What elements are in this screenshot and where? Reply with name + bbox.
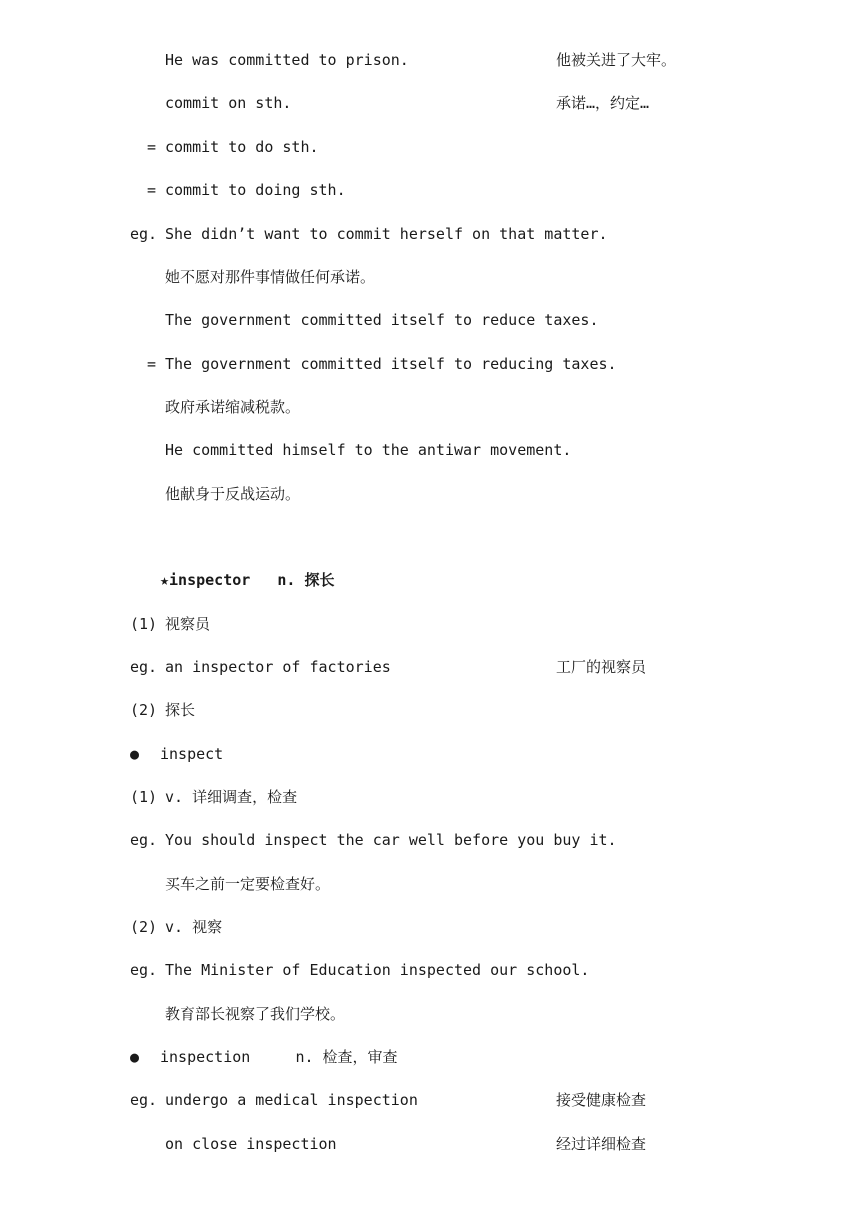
text-line <box>0 612 860 636</box>
phrase: commit to doing sth. <box>165 181 346 199</box>
subentry-word: inspection n. 检查，审查 <box>160 1048 398 1066</box>
bullet-icon: ● <box>130 745 140 763</box>
equals-sign: = <box>147 355 157 373</box>
sense-definition: v. 详细调查，检查 <box>165 788 298 806</box>
english-example: The Minister of Education inspected our school. <box>165 961 590 979</box>
text-line <box>0 1132 860 1156</box>
chinese-translation: 教育部长视察了我们学校。 <box>165 1005 346 1023</box>
text-line <box>0 915 860 939</box>
text-line <box>0 785 860 809</box>
english-example: The government committed itself to reducing taxes. <box>165 355 617 373</box>
english-example: He was committed to prison. <box>165 51 409 69</box>
equals-sign: = <box>147 138 157 156</box>
english-example: You should inspect the car well before you buy it. <box>165 831 617 849</box>
sense-definition: 探长 <box>165 701 196 719</box>
text-line <box>0 742 860 766</box>
chinese-translation: 政府承诺缩减税款。 <box>165 398 301 416</box>
chinese-translation: 她不愿对那件事情做任何承诺。 <box>165 268 376 286</box>
chinese-translation: 买车之前一定要检查好。 <box>165 875 331 893</box>
equals-sign: = <box>147 181 157 199</box>
text-line <box>0 91 860 115</box>
english-example: an inspector of factories <box>165 658 391 676</box>
text-line <box>0 1088 860 1112</box>
text-line <box>0 48 860 72</box>
chinese-translation: 经过详细检查 <box>556 1135 647 1153</box>
text-line <box>0 1045 860 1069</box>
entry-heading-line <box>0 568 860 592</box>
eg-label: eg. <box>130 225 158 243</box>
bullet-icon: ● <box>130 1048 140 1066</box>
chinese-translation: 他被关进了大牢。 <box>556 51 677 69</box>
eg-label: eg. <box>130 658 158 676</box>
text-line <box>0 958 860 982</box>
eg-label: eg. <box>130 961 158 979</box>
chinese-translation: 承诺…，约定… <box>556 94 650 112</box>
text-line <box>0 698 860 722</box>
text-line <box>0 135 860 159</box>
chinese-translation: 工厂的视察员 <box>556 658 647 676</box>
text-line <box>0 265 860 289</box>
entry-heading: ★inspector n. 探长 <box>160 571 335 589</box>
chinese-translation: 接受健康检查 <box>556 1091 647 1109</box>
sense-number: (1) <box>130 788 158 806</box>
text-line <box>0 872 860 896</box>
text-line <box>0 655 860 679</box>
text-line <box>0 482 860 506</box>
phrase: commit on sth. <box>165 94 292 112</box>
english-example: The government committed itself to reduce taxes. <box>165 311 599 329</box>
phrase: undergo a medical inspection <box>165 1091 418 1109</box>
english-example: She didn’t want to commit herself on that matter. <box>165 225 608 243</box>
eg-label: eg. <box>130 831 158 849</box>
text-line <box>0 438 860 462</box>
chinese-translation: 他献身于反战运动。 <box>165 485 301 503</box>
text-line <box>0 308 860 332</box>
english-example: He committed himself to the antiwar movement. <box>165 441 572 459</box>
sense-definition: 视察员 <box>165 615 211 633</box>
subentry-word: inspect <box>160 745 224 763</box>
text-line <box>0 222 860 246</box>
eg-label: eg. <box>130 1091 158 1109</box>
text-line <box>0 1002 860 1026</box>
sense-number: (2) <box>130 918 158 936</box>
text-line <box>0 828 860 852</box>
phrase: on close inspection <box>165 1135 337 1153</box>
phrase: commit to do sth. <box>165 138 319 156</box>
sense-number: (1) <box>130 615 158 633</box>
text-line <box>0 395 860 419</box>
sense-number: (2) <box>130 701 158 719</box>
text-line <box>0 352 860 376</box>
sense-definition: v. 视察 <box>165 918 223 936</box>
text-line <box>0 178 860 202</box>
